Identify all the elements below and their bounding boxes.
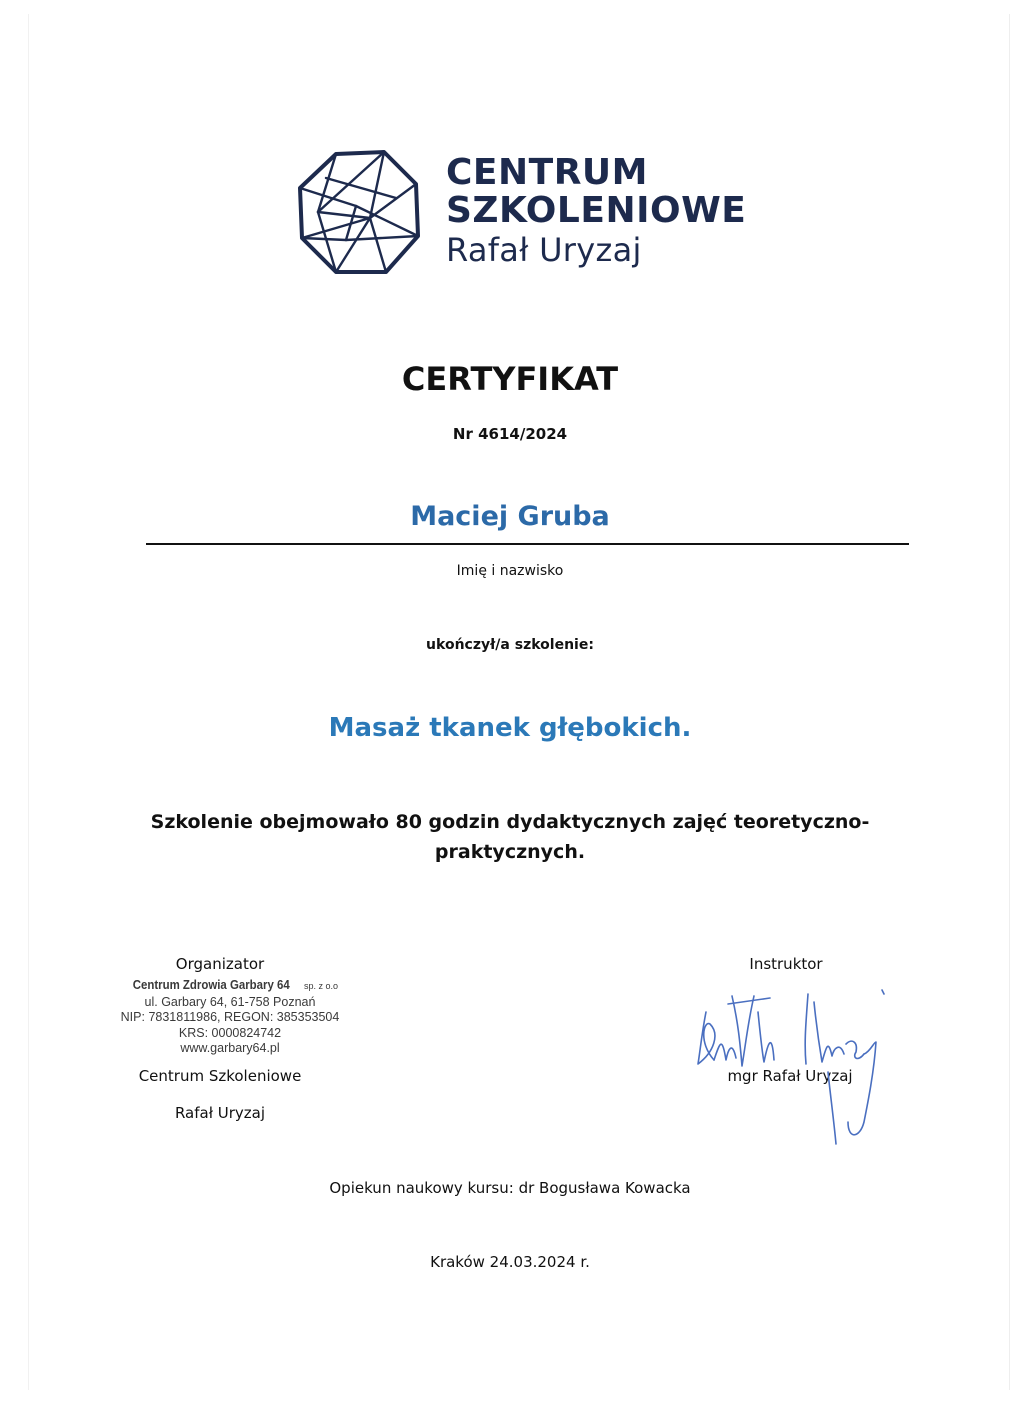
recipient-name: Maciej Gruba: [410, 501, 610, 532]
stamp-company-suffix: sp. z o.o: [303, 981, 338, 991]
stamp-website: www.garbary64.pl: [180, 1041, 280, 1055]
course-hours-line1: Szkolenie obejmowało 80 godzin dydaktycznych zajęć teoretyczno-: [150, 811, 870, 833]
stamp-company-name: Centrum Zdrowia Garbary 64: [132, 977, 290, 992]
geometric-octagon-logo-icon: [296, 148, 424, 276]
stamp-address: ul. Garbary 64, 61-758 Poznań: [144, 994, 316, 1009]
logo-text: [446, 154, 746, 270]
logo-line-owner: Rafał Uryzaj: [446, 231, 642, 269]
name-underline: [146, 543, 909, 545]
certificate-title: CERTYFIKAT: [401, 360, 619, 398]
completed-label: ukończył/a szkolenie:: [426, 637, 594, 653]
organizer-label: Organizator: [175, 955, 265, 973]
organizer-name-line2: Rafał Uryzaj: [174, 1104, 266, 1122]
name-caption: Imię i nazwisko: [456, 563, 564, 579]
course-hours: [0, 807, 1020, 867]
logo-line-szkoleniowe: SZKOLENIOWE: [446, 190, 747, 231]
instructor-label: Instruktor: [749, 955, 823, 973]
course-hours-line2: praktycznych.: [434, 841, 586, 863]
company-stamp: [120, 977, 340, 1057]
stamp-krs: KRS: 0000824742: [178, 1025, 282, 1040]
organizer-name-line1: Centrum Szkoleniowe: [138, 1067, 302, 1085]
place-and-date: Kraków 24.03.2024 r.: [430, 1253, 590, 1271]
instructor-name: mgr Rafał Uryzaj: [727, 1067, 853, 1085]
stamp-nip-regon: NIP: 7831811986, REGON: 385353504: [120, 1010, 340, 1024]
certificate-number: Nr 4614/2024: [452, 425, 568, 443]
instructor-signature: [688, 982, 888, 1152]
scientific-supervisor: Opiekun naukowy kursu: dr Bogusława Kowacka: [329, 1179, 691, 1197]
logo: [296, 148, 766, 278]
logo-line-centrum: CENTRUM: [446, 152, 648, 193]
course-title: Masaż tkanek głębokich.: [328, 713, 692, 743]
